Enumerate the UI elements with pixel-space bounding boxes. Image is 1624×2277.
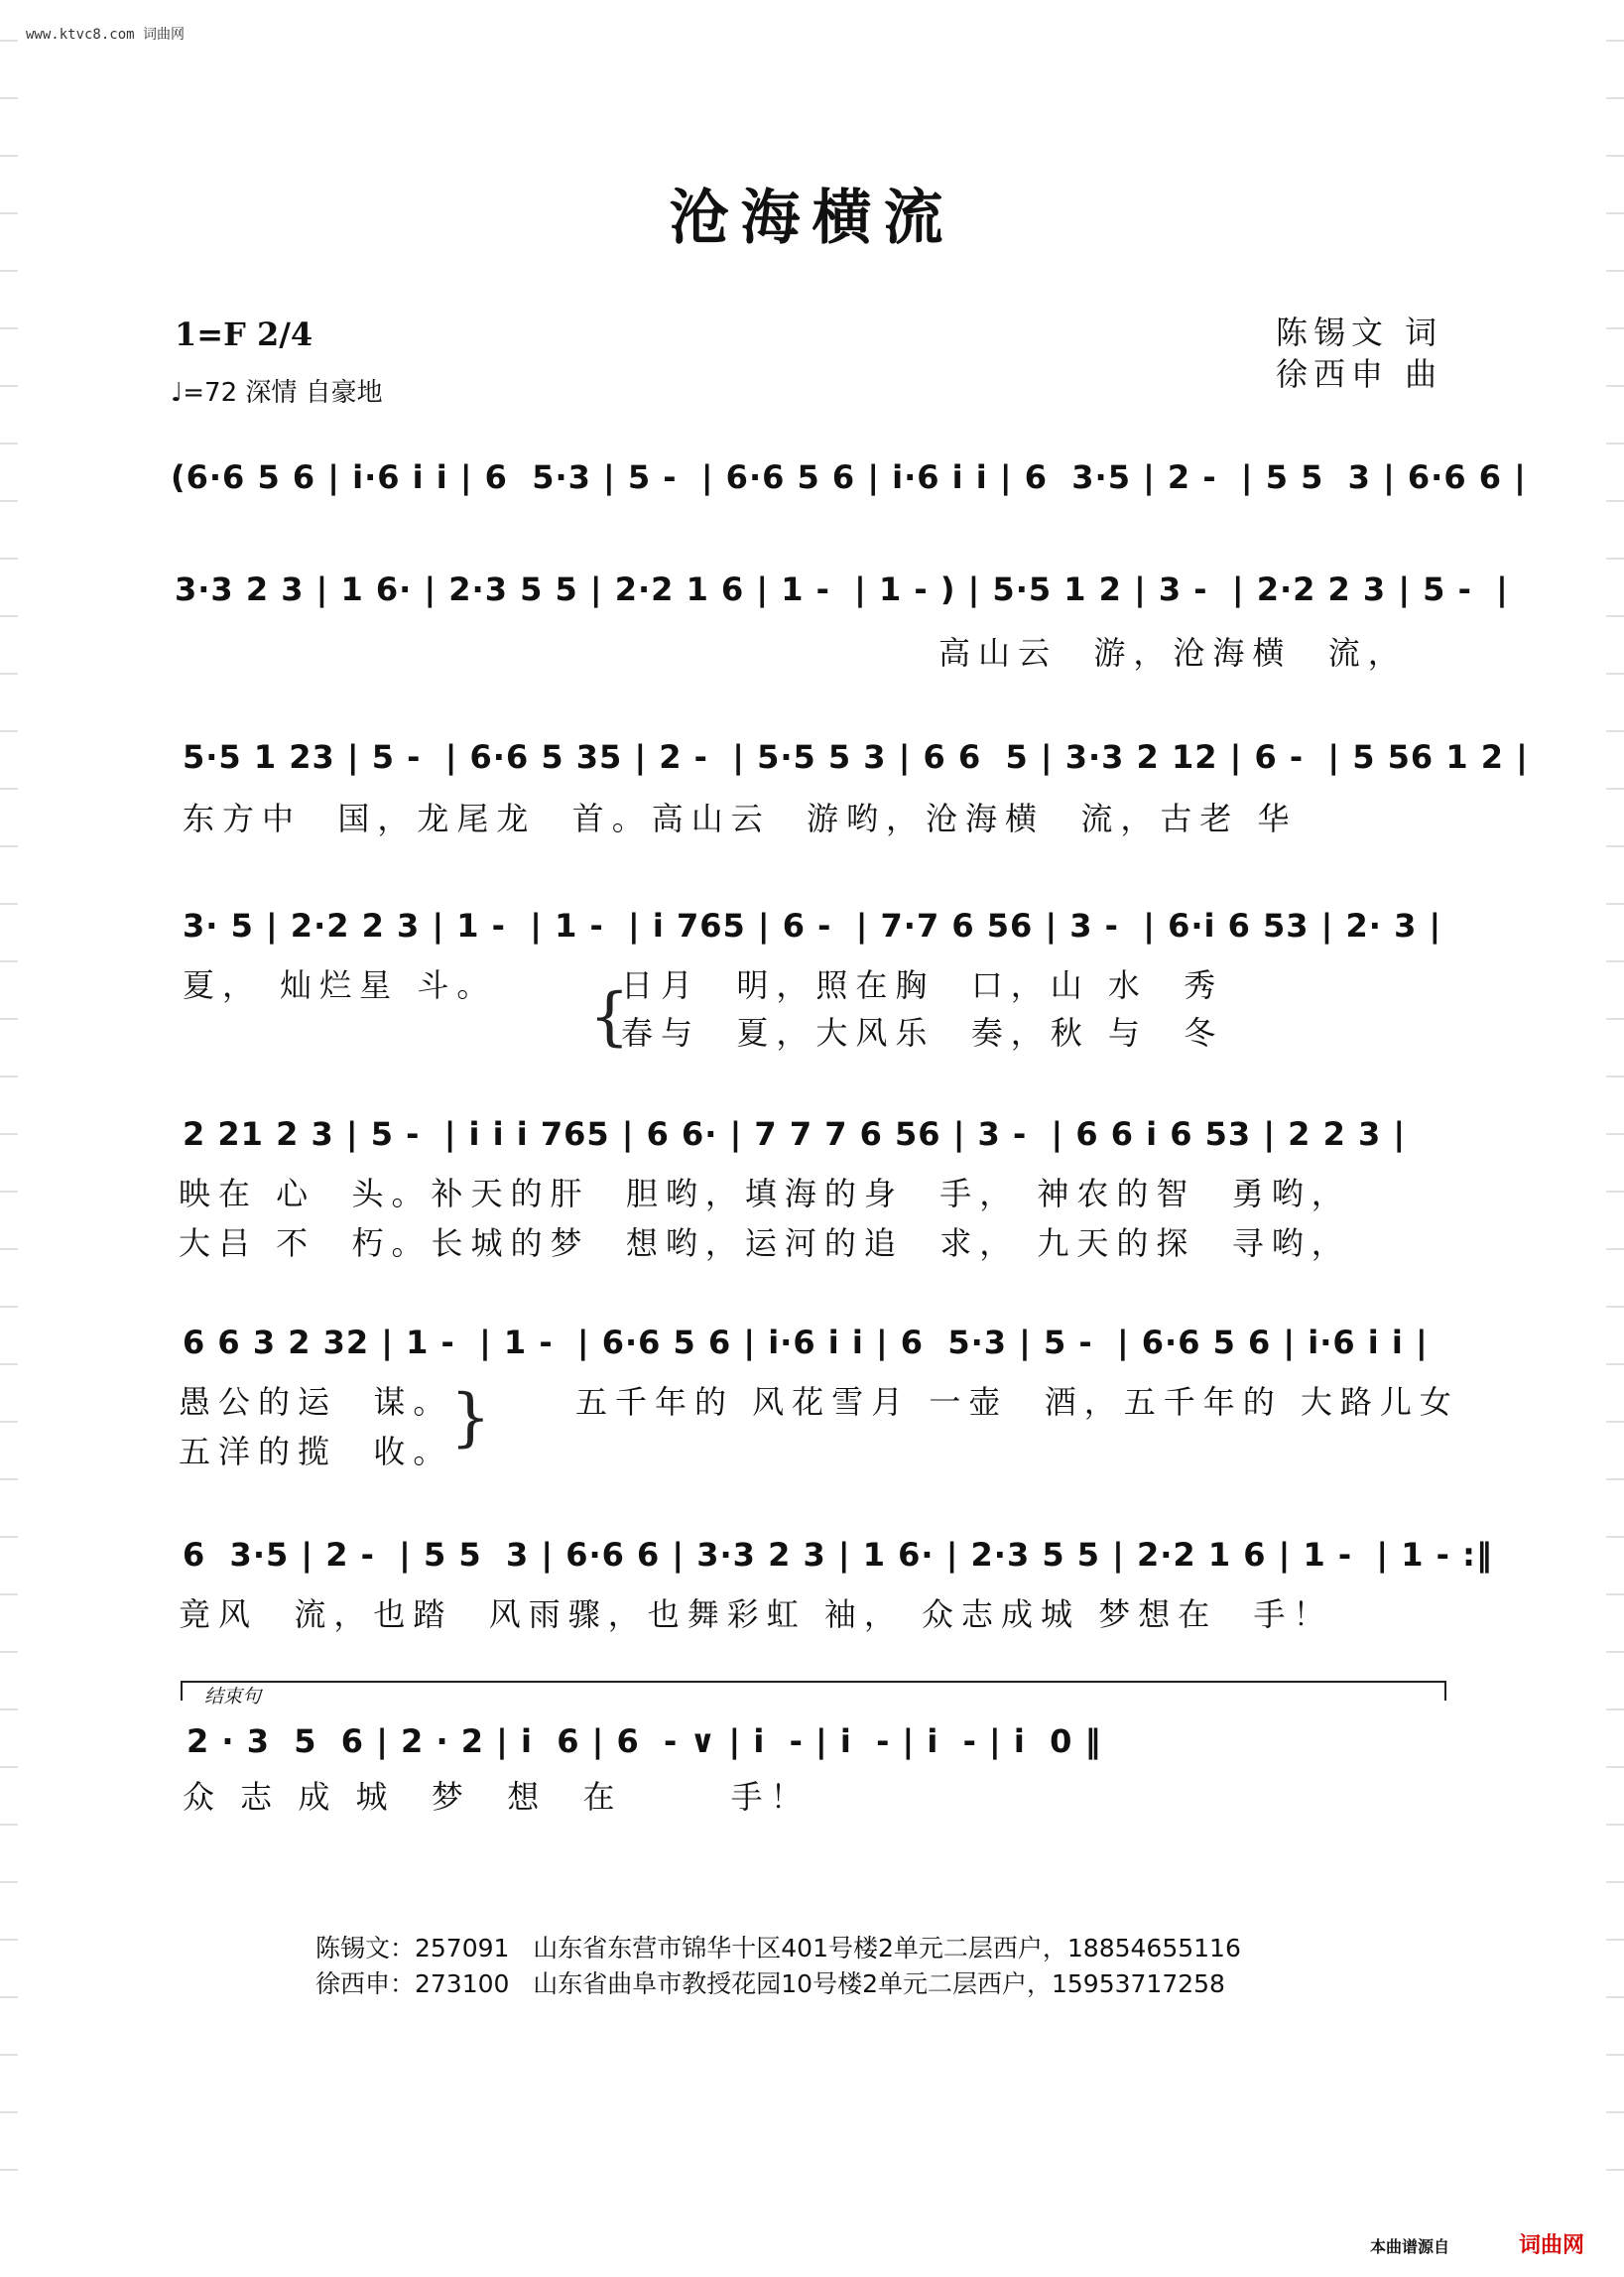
notation-line-4: 3· 5 | 2·2 2 3 | 1 - | 1 - | i 765 | 6 - | 7·7 6 56 | 3 - | 6·i 6 53 | 2· 3 | — [183, 907, 1442, 945]
right-watermark-strip — [1606, 40, 1624, 2222]
footer-logo: 词曲网 — [1518, 2233, 1584, 2258]
contact-lyricist: 陈锡文：257091 山东省东营市锦华十区401号楼2单元二层西户，18854655116 — [315, 1934, 1241, 1962]
notation-line-7: 6 3·5 | 2 - | 5 5 3 | 6·6 6 | 3·3 2 3 | 1 6· | 2·3 5 5 | 2·2 1 6 | 1 - | 1 - :‖ — [183, 1536, 1493, 1574]
lyric-line-6-refrain: 五千年的 风花雪月 一壶 酒，五千年的 大路儿女 — [575, 1383, 1459, 1421]
lyric-line-3: 东方中 国，龙尾龙 首。高山云 游哟，沧海横 流，古老 华 — [183, 800, 1298, 837]
watermark-site: www.ktvc8.com 词曲网 — [26, 27, 186, 43]
coda-bracket — [181, 1681, 1446, 1701]
lyric-line-7: 竟风 流，也踏 风雨骤，也舞彩虹 袖， 众志成城 梦想在 手！ — [179, 1595, 1333, 1633]
key-signature: 1=F 2/4 — [175, 316, 313, 353]
notation-line-3: 5·5 1 23 | 5 - | 6·6 5 35 | 2 - | 5·5 5 3 | 6 6 5 | 3·3 2 12 | 6 - | 5 56 1 2 | — [183, 738, 1529, 776]
footer-source: 本曲谱源自 — [1369, 2237, 1449, 2256]
coda-notation: 2 · 3 5 6 | 2 · 2 | i 6 | 6 - ∨ | i - | i - | i - | i 0 ‖ — [187, 1722, 1102, 1760]
tempo-marking: ♩=72 深情 自豪地 — [171, 378, 383, 408]
song-title: 沧海横流 — [669, 184, 955, 253]
left-watermark-strip — [0, 40, 18, 2222]
lyric-line-5-verse-1: 映在 心 头。补天的肝 胆哟，填海的身 手， 神农的智 勇哟， — [179, 1175, 1351, 1212]
composer-credit: 徐西申 曲 — [1276, 355, 1443, 393]
lyricist-credit: 陈锡文 词 — [1276, 314, 1443, 351]
notation-line-6: 6 6 3 2 32 | 1 - | 1 - | 6·6 5 6 | i·6 i i | 6 5·3 | 5 - | 6·6 5 6 | i·6 i i | — [183, 1324, 1429, 1361]
lyric-line-4-lead: 夏， 灿烂星 斗。 — [183, 966, 497, 1004]
notation-line-2: 3·3 2 3 | 1 6· | 2·3 5 5 | 2·2 1 6 | 1 - | 1 - ) | 5·5 1 2 | 3 - | 2·2 2 3 | 5 - | — [175, 570, 1509, 608]
lyric-line-4-verse-2: 春与 夏，大风乐 奏，秋 与 冬 — [621, 1014, 1224, 1052]
lyric-line-6-verse-1: 愚公的运 谋。 — [179, 1383, 453, 1421]
coda-label: 结束句 — [204, 1686, 262, 1708]
closing-brace: } — [450, 1381, 491, 1455]
lyric-line-5-verse-2: 大吕 不 朽。长城的梦 想哟，运河的追 求， 九天的探 寻哟， — [179, 1224, 1351, 1262]
notation-line-1: (6·6 5 6 | i·6 i i | 6 5·3 | 5 - | 6·6 5 6 | i·6 i i | 6 3·5 | 2 - | 5 5 3 | 6·6 6 | — [171, 458, 1527, 496]
contact-composer: 徐西申：273100 山东省曲阜市教授花园10号楼2单元二层西户，15953717258 — [315, 1969, 1225, 1998]
lyric-line-6-verse-2: 五洋的揽 收。 — [179, 1433, 453, 1470]
lyric-line-4-verse-1: 日月 明，照在胸 口，山 水 秀 — [621, 966, 1224, 1004]
verse-brace: { — [589, 980, 630, 1054]
lyric-line-2: 高山云 游，沧海横 流， — [938, 634, 1408, 672]
coda-lyric: 众 志 成 城 梦 想 在 手！ — [183, 1778, 811, 1816]
notation-line-5: 2 21 2 3 | 5 - | i i i 765 | 6 6· | 7 7 7 6 56 | 3 - | 6 6 i 6 53 | 2 2 3 | — [183, 1115, 1407, 1153]
